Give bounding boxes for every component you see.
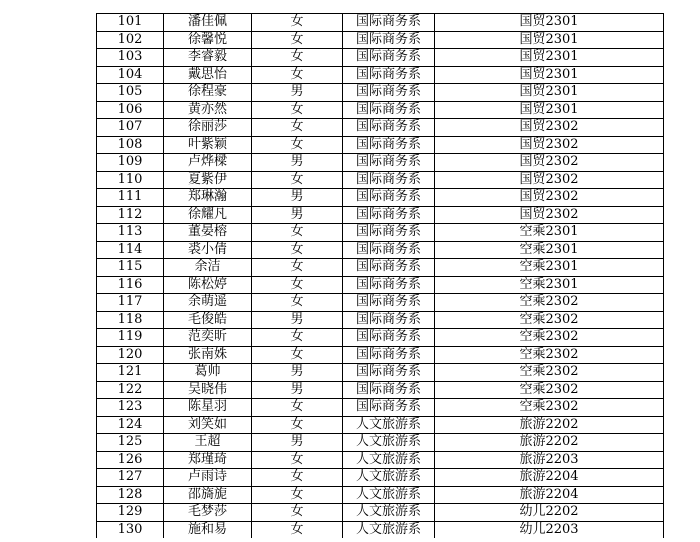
roster-table-body xyxy=(97,14,664,539)
student-name-cell: 徐馨悦 xyxy=(164,31,252,49)
gender-cell: 女 xyxy=(252,521,343,538)
gender-cell: 女 xyxy=(252,451,343,469)
table-row xyxy=(97,224,664,242)
class-cell: 空乘2302 xyxy=(435,346,664,364)
class-cell: 空乘2301 xyxy=(435,276,664,294)
student-name-cell: 董晏榕 xyxy=(164,224,252,242)
class-cell: 国贸2302 xyxy=(435,119,664,137)
department-cell: 人文旅游系 xyxy=(343,434,435,452)
gender-cell: 女 xyxy=(252,101,343,119)
row-number-cell: 103 xyxy=(97,49,164,67)
table-row xyxy=(97,189,664,207)
gender-cell: 女 xyxy=(252,31,343,49)
student-name-cell: 戴思怡 xyxy=(164,66,252,84)
department-cell: 国际商务系 xyxy=(343,399,435,417)
student-roster-table xyxy=(96,13,664,538)
department-cell: 人文旅游系 xyxy=(343,416,435,434)
table-row xyxy=(97,346,664,364)
table-row xyxy=(97,154,664,172)
row-number-cell: 107 xyxy=(97,119,164,137)
department-cell: 国际商务系 xyxy=(343,311,435,329)
gender-cell: 男 xyxy=(252,364,343,382)
table-row xyxy=(97,241,664,259)
student-name-cell: 卢雨诗 xyxy=(164,469,252,487)
gender-cell: 女 xyxy=(252,469,343,487)
student-name-cell: 徐丽莎 xyxy=(164,119,252,137)
student-name-cell: 施和易 xyxy=(164,521,252,538)
class-cell: 空乘2302 xyxy=(435,381,664,399)
department-cell: 国际商务系 xyxy=(343,84,435,102)
table-row xyxy=(97,171,664,189)
department-cell: 国际商务系 xyxy=(343,224,435,242)
gender-cell: 男 xyxy=(252,311,343,329)
table-row xyxy=(97,469,664,487)
table-row xyxy=(97,381,664,399)
class-cell: 国贸2301 xyxy=(435,84,664,102)
row-number-cell: 123 xyxy=(97,399,164,417)
gender-cell: 女 xyxy=(252,276,343,294)
class-cell: 幼儿2203 xyxy=(435,521,664,538)
department-cell: 人文旅游系 xyxy=(343,504,435,522)
student-name-cell: 陈松婷 xyxy=(164,276,252,294)
student-name-cell: 夏紫伊 xyxy=(164,171,252,189)
department-cell: 国际商务系 xyxy=(343,241,435,259)
row-number-cell: 108 xyxy=(97,136,164,154)
row-number-cell: 106 xyxy=(97,101,164,119)
table-row xyxy=(97,31,664,49)
department-cell: 国际商务系 xyxy=(343,136,435,154)
class-cell: 旅游2204 xyxy=(435,469,664,487)
table-row xyxy=(97,364,664,382)
gender-cell: 女 xyxy=(252,49,343,67)
table-row xyxy=(97,399,664,417)
student-name-cell: 王超 xyxy=(164,434,252,452)
class-cell: 旅游2203 xyxy=(435,451,664,469)
row-number-cell: 129 xyxy=(97,504,164,522)
student-name-cell: 潘佳佩 xyxy=(164,14,252,32)
row-number-cell: 120 xyxy=(97,346,164,364)
student-name-cell: 叶紫颖 xyxy=(164,136,252,154)
row-number-cell: 119 xyxy=(97,329,164,347)
row-number-cell: 114 xyxy=(97,241,164,259)
class-cell: 国贸2301 xyxy=(435,66,664,84)
department-cell: 人文旅游系 xyxy=(343,486,435,504)
class-cell: 幼儿2202 xyxy=(435,504,664,522)
class-cell: 国贸2301 xyxy=(435,14,664,32)
table-row xyxy=(97,119,664,137)
table-row xyxy=(97,434,664,452)
row-number-cell: 110 xyxy=(97,171,164,189)
gender-cell: 男 xyxy=(252,84,343,102)
row-number-cell: 101 xyxy=(97,14,164,32)
department-cell: 国际商务系 xyxy=(343,31,435,49)
table-row xyxy=(97,206,664,224)
table-row xyxy=(97,504,664,522)
gender-cell: 女 xyxy=(252,66,343,84)
student-name-cell: 卢烨樑 xyxy=(164,154,252,172)
row-number-cell: 121 xyxy=(97,364,164,382)
table-row xyxy=(97,416,664,434)
class-cell: 空乘2302 xyxy=(435,311,664,329)
row-number-cell: 118 xyxy=(97,311,164,329)
table-row xyxy=(97,486,664,504)
row-number-cell: 130 xyxy=(97,521,164,538)
student-name-cell: 裘小倩 xyxy=(164,241,252,259)
student-name-cell: 余洁 xyxy=(164,259,252,277)
department-cell: 人文旅游系 xyxy=(343,451,435,469)
table-row xyxy=(97,276,664,294)
student-name-cell: 徐耀凡 xyxy=(164,206,252,224)
student-name-cell: 张南姝 xyxy=(164,346,252,364)
row-number-cell: 112 xyxy=(97,206,164,224)
student-name-cell: 毛俊皓 xyxy=(164,311,252,329)
class-cell: 空乘2302 xyxy=(435,364,664,382)
class-cell: 空乘2302 xyxy=(435,399,664,417)
department-cell: 国际商务系 xyxy=(343,14,435,32)
gender-cell: 女 xyxy=(252,399,343,417)
department-cell: 国际商务系 xyxy=(343,101,435,119)
class-cell: 国贸2301 xyxy=(435,101,664,119)
gender-cell: 女 xyxy=(252,416,343,434)
gender-cell: 女 xyxy=(252,346,343,364)
row-number-cell: 102 xyxy=(97,31,164,49)
table-row xyxy=(97,84,664,102)
department-cell: 国际商务系 xyxy=(343,49,435,67)
department-cell: 国际商务系 xyxy=(343,381,435,399)
department-cell: 国际商务系 xyxy=(343,154,435,172)
class-cell: 空乘2302 xyxy=(435,294,664,312)
student-name-cell: 余萌遥 xyxy=(164,294,252,312)
gender-cell: 男 xyxy=(252,154,343,172)
class-cell: 旅游2204 xyxy=(435,486,664,504)
student-name-cell: 李睿毅 xyxy=(164,49,252,67)
gender-cell: 女 xyxy=(252,14,343,32)
department-cell: 国际商务系 xyxy=(343,329,435,347)
table-row xyxy=(97,329,664,347)
student-name-cell: 刘笑如 xyxy=(164,416,252,434)
class-cell: 空乘2302 xyxy=(435,329,664,347)
table-row xyxy=(97,451,664,469)
student-name-cell: 郑瑾琦 xyxy=(164,451,252,469)
class-cell: 空乘2301 xyxy=(435,224,664,242)
student-name-cell: 郑琳瀚 xyxy=(164,189,252,207)
department-cell: 国际商务系 xyxy=(343,66,435,84)
row-number-cell: 109 xyxy=(97,154,164,172)
gender-cell: 女 xyxy=(252,294,343,312)
class-cell: 国贸2301 xyxy=(435,49,664,67)
gender-cell: 女 xyxy=(252,259,343,277)
row-number-cell: 117 xyxy=(97,294,164,312)
class-cell: 国贸2302 xyxy=(435,189,664,207)
row-number-cell: 111 xyxy=(97,189,164,207)
student-name-cell: 吴晓伟 xyxy=(164,381,252,399)
department-cell: 国际商务系 xyxy=(343,259,435,277)
class-cell: 空乘2301 xyxy=(435,259,664,277)
row-number-cell: 113 xyxy=(97,224,164,242)
department-cell: 国际商务系 xyxy=(343,171,435,189)
row-number-cell: 127 xyxy=(97,469,164,487)
table-row xyxy=(97,259,664,277)
gender-cell: 男 xyxy=(252,189,343,207)
gender-cell: 男 xyxy=(252,381,343,399)
gender-cell: 女 xyxy=(252,119,343,137)
row-number-cell: 126 xyxy=(97,451,164,469)
gender-cell: 女 xyxy=(252,486,343,504)
gender-cell: 女 xyxy=(252,224,343,242)
department-cell: 国际商务系 xyxy=(343,364,435,382)
table-row xyxy=(97,136,664,154)
department-cell: 人文旅游系 xyxy=(343,469,435,487)
row-number-cell: 124 xyxy=(97,416,164,434)
department-cell: 国际商务系 xyxy=(343,206,435,224)
department-cell: 人文旅游系 xyxy=(343,521,435,538)
gender-cell: 女 xyxy=(252,136,343,154)
department-cell: 国际商务系 xyxy=(343,346,435,364)
department-cell: 国际商务系 xyxy=(343,276,435,294)
class-cell: 空乘2301 xyxy=(435,241,664,259)
class-cell: 国贸2301 xyxy=(435,31,664,49)
table-row xyxy=(97,521,664,538)
department-cell: 国际商务系 xyxy=(343,119,435,137)
row-number-cell: 128 xyxy=(97,486,164,504)
table-row xyxy=(97,294,664,312)
class-cell: 国贸2302 xyxy=(435,206,664,224)
student-name-cell: 葛帅 xyxy=(164,364,252,382)
gender-cell: 女 xyxy=(252,241,343,259)
row-number-cell: 125 xyxy=(97,434,164,452)
class-cell: 国贸2302 xyxy=(435,136,664,154)
class-cell: 旅游2202 xyxy=(435,416,664,434)
gender-cell: 女 xyxy=(252,504,343,522)
gender-cell: 女 xyxy=(252,171,343,189)
student-name-cell: 黄亦然 xyxy=(164,101,252,119)
department-cell: 国际商务系 xyxy=(343,189,435,207)
department-cell: 国际商务系 xyxy=(343,294,435,312)
gender-cell: 女 xyxy=(252,329,343,347)
student-name-cell: 徐程豪 xyxy=(164,84,252,102)
class-cell: 旅游2202 xyxy=(435,434,664,452)
student-name-cell: 邵旖旎 xyxy=(164,486,252,504)
gender-cell: 男 xyxy=(252,434,343,452)
student-name-cell: 毛梦莎 xyxy=(164,504,252,522)
table-row xyxy=(97,311,664,329)
class-cell: 国贸2302 xyxy=(435,154,664,172)
table-row xyxy=(97,101,664,119)
row-number-cell: 122 xyxy=(97,381,164,399)
table-row xyxy=(97,66,664,84)
table-row xyxy=(97,14,664,32)
row-number-cell: 115 xyxy=(97,259,164,277)
row-number-cell: 105 xyxy=(97,84,164,102)
row-number-cell: 104 xyxy=(97,66,164,84)
table-row xyxy=(97,49,664,67)
student-name-cell: 范奕昕 xyxy=(164,329,252,347)
class-cell: 国贸2302 xyxy=(435,171,664,189)
student-name-cell: 陈星羽 xyxy=(164,399,252,417)
gender-cell: 男 xyxy=(252,206,343,224)
row-number-cell: 116 xyxy=(97,276,164,294)
